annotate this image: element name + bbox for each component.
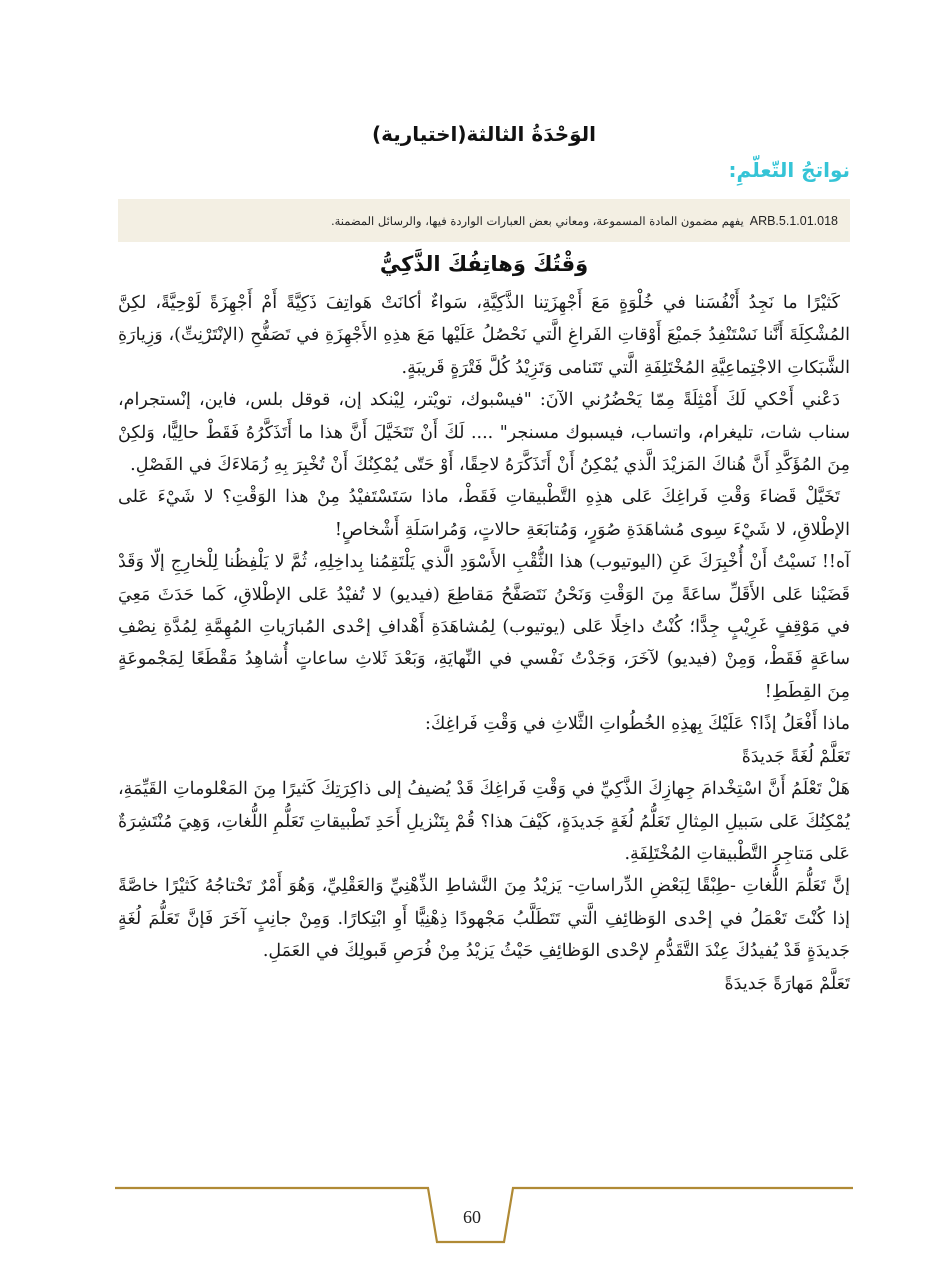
subheading-learn-language: تَعَلَّمْ لُغَةً جَديدَةً xyxy=(741,746,850,767)
outcome-code: ARB.5.1.01.018 xyxy=(749,213,838,228)
paragraph-language-benefits: إنَّ تَعَلُّمَ اللُّغاتِ -طِبْقًا لِبَعْضِ الدِّراساتِ- يَزيْدُ مِنَ النَّشاطِ الذِّهْنِيِّ وَالعَقْلِيِّ، وَهُوَ أَمْرٌ تَحْتاجُهُ كَثيْرًا خاصَّةً إذا كُنْتَ تَعْمَلُ في إحْدى الوَظائِفِ الَّتي تَتَطَلَّبُ مَجْهودًا ذِهْنِيًّا أَوِ ابْتِكارًا. وَمِنْ جانِبٍ آخَرَ فَإنَّ تَعَلُّمَ لُغَةٍ جَديدَةٍ قَدْ يُفيدُكَ عِنْدَ التَّقَدُّمِ لإحْدى الوَظائِفِ حَيْثُ يَزيْدُ مِنْ فُرَصِ قَبولِكَ في العَمَلِ. xyxy=(118,876,850,962)
paragraph-youtube: آه!! نَسيْتُ أَنْ أُخْبِرَكَ عَنِ (اليوتيوب) هذا الثُّقْبِ الأَسْوَدِ الَّذي يَلْتَقِمُنا بِداخِلِهِ، ثُمَّ لا يَلْفِظُنا لِلْخارِجِ إلّا وَقَدْ قَضَيْنا عَلى الأَقَلِّ ساعَةً مِنَ الوَقْتِ وَنَحْنُ نَتَصَفَّحُ مَقاطِعَ (فيديو) لا تُفيْدُ عَلى الإطْلاقِ، كَما حَدَثَ مَعِيَ في مَوْقِفٍ غَرِيْبٍ جِدًّا؛ كُنْتُ داخِلًا عَلى (يوتيوب) لِمُشاهَدَةِ أَهْدافِ إحْدى المُبارَياتِ المُهِمَّةِ لِمُدَّةِ نِصْفِ ساعَةٍ فَقَطْ، وَمِنْ (فيديو) لآخَرَ، وَجَدْتُ نَفْسي في النِّهايَةِ، وَبَعْدَ ثَلاثِ ساعاتٍ أُشاهِدُ مَقْطَعًا لِمَجْموعَةٍ مِنَ القِطَطِ! xyxy=(118,552,850,702)
paragraph-imagine: تَخَيَّلْ قَضاءَ وَقْتِ فَراغِكَ عَلى هذِهِ التَّطْبيقاتِ فَقَطْ، ماذا سَتَسْتَفيْدُ مِنْ هذا الوَقْتِ؟ لا شَيْءَ عَلى الإطْلاقِ، لا شَيْءَ سِوى مُشاهَدَةِ صُوَرٍ، وَمُتابَعَةِ حالاتٍ، وَمُراسَلَةِ أَشْخاصٍ! xyxy=(118,487,850,540)
outcome-text: يفهم مضمون المادة المسموعة، ومعاني بعض العبارات الواردة فيها، والرسائل المضمنة. xyxy=(330,213,744,228)
learning-outcomes-heading: نواتجُ التّعلّمِ: xyxy=(728,158,850,182)
subheading-learn-skill: تَعَلَّمْ مَهارَةً جَديدَةً xyxy=(724,973,850,994)
page-number: 60 xyxy=(463,1207,481,1227)
paragraph-learn-language: هَلْ تَعْلَمُ أَنَّ اسْتِخْدامَ جِهازِكَ الذَّكِيِّ في وَقْتِ فَراغِكَ قَدْ يُضيفُ إلى ذاكِرَتِكَ كَثيرًا مِنَ المَعْلوماتِ القَيِّمَةِ، يُمْكِنُكَ عَلى سَبيلِ المِثالِ تَعَلُّمُ لُغَةٍ جَديدَةٍ، كَيْفَ هذا؟ قُمْ بِتَنْزيلِ أَحَدِ تَطْبيقاتِ تَعَلُّمِ اللُّغاتِ، وَهِيَ مُنْتَشِرَةٌ عَلى مَتاجِرِ التَّطْبيقاتِ المُخْتَلِفَةِ. xyxy=(118,779,850,864)
article-body xyxy=(118,287,850,1000)
paragraph-what-to-do: ماذا أَفْعَلُ إذًا؟ عَلَيْكَ بِهذِهِ الخُطُواتِ الثَّلاثِ في وَقْتِ فَراغِكَ: xyxy=(425,714,850,735)
paragraph-intro: كَثيْرًا ما نَجِدُ أَنْفُسَنا في خُلْوَةٍ مَعَ أَجْهِزَتِنا الذَّكِيَّةِ، سَواءٌ أكانَتْ هَواتِفَ ذَكِيَّةً أَمْ أَجْهِزَةً لَوْحِيَّةً، لكِنَّ المُشْكِلَةَ أَنَّنا نَسْتَنْفِدُ جَميْعَ أَوْقاتِ الفَراغِ الَّتي نَحْصُلُ عَلَيْها مَعَ هذِهِ الأَجْهِزَةِ في تَصَفُّحِ (الإنْتَرْنِتِّ)، وَزِيارَةِ الشَّبَكاتِ الاجْتِماعِيَّةِ المُخْتَلِفَةِ الَّتي تَتَنامى وَتَزِيْدُ كُلَّ فَتْرَةٍ قَريبَةٍ. xyxy=(118,293,850,378)
unit-title: الوَحْدَةُ الثالثة(اختيارية) xyxy=(371,122,597,146)
article-title: وَقْتُكَ وَهاتِفُكَ الذَّكِيُّ xyxy=(379,252,589,276)
learning-outcome-box xyxy=(118,199,850,242)
paragraph-examples: دَعْني أَحْكي لَكَ أَمْثِلَةً مِمّا يَحْضُرُني الآنَ: "فيسْبوك، تويْتر، لِيْنكد إن، قوقل بلس، فاين، إنْستجرام، سناب شات، تليغرام، واتساب، فيسبوك مسنجر" .... لَكَ أَنْ تَتَخَيَّلَ أَنَّ هذا ما أَتَذَكَّرُهُ فَقَطْ حالِيًّا، وَلكِنْ مِنَ المُؤَكَّدِ أَنَّ هُناكَ المَزيْدَ الَّذي يُمْكِنُ أَنْ أَتَذَكَّرَهُ لاحِقًا، أَوْ حَتّى يُمْكِنُكَ أَنْ تُخْبِرَ بِهِ زُمَلاءَكَ في الفَصْلِ. xyxy=(118,390,850,476)
